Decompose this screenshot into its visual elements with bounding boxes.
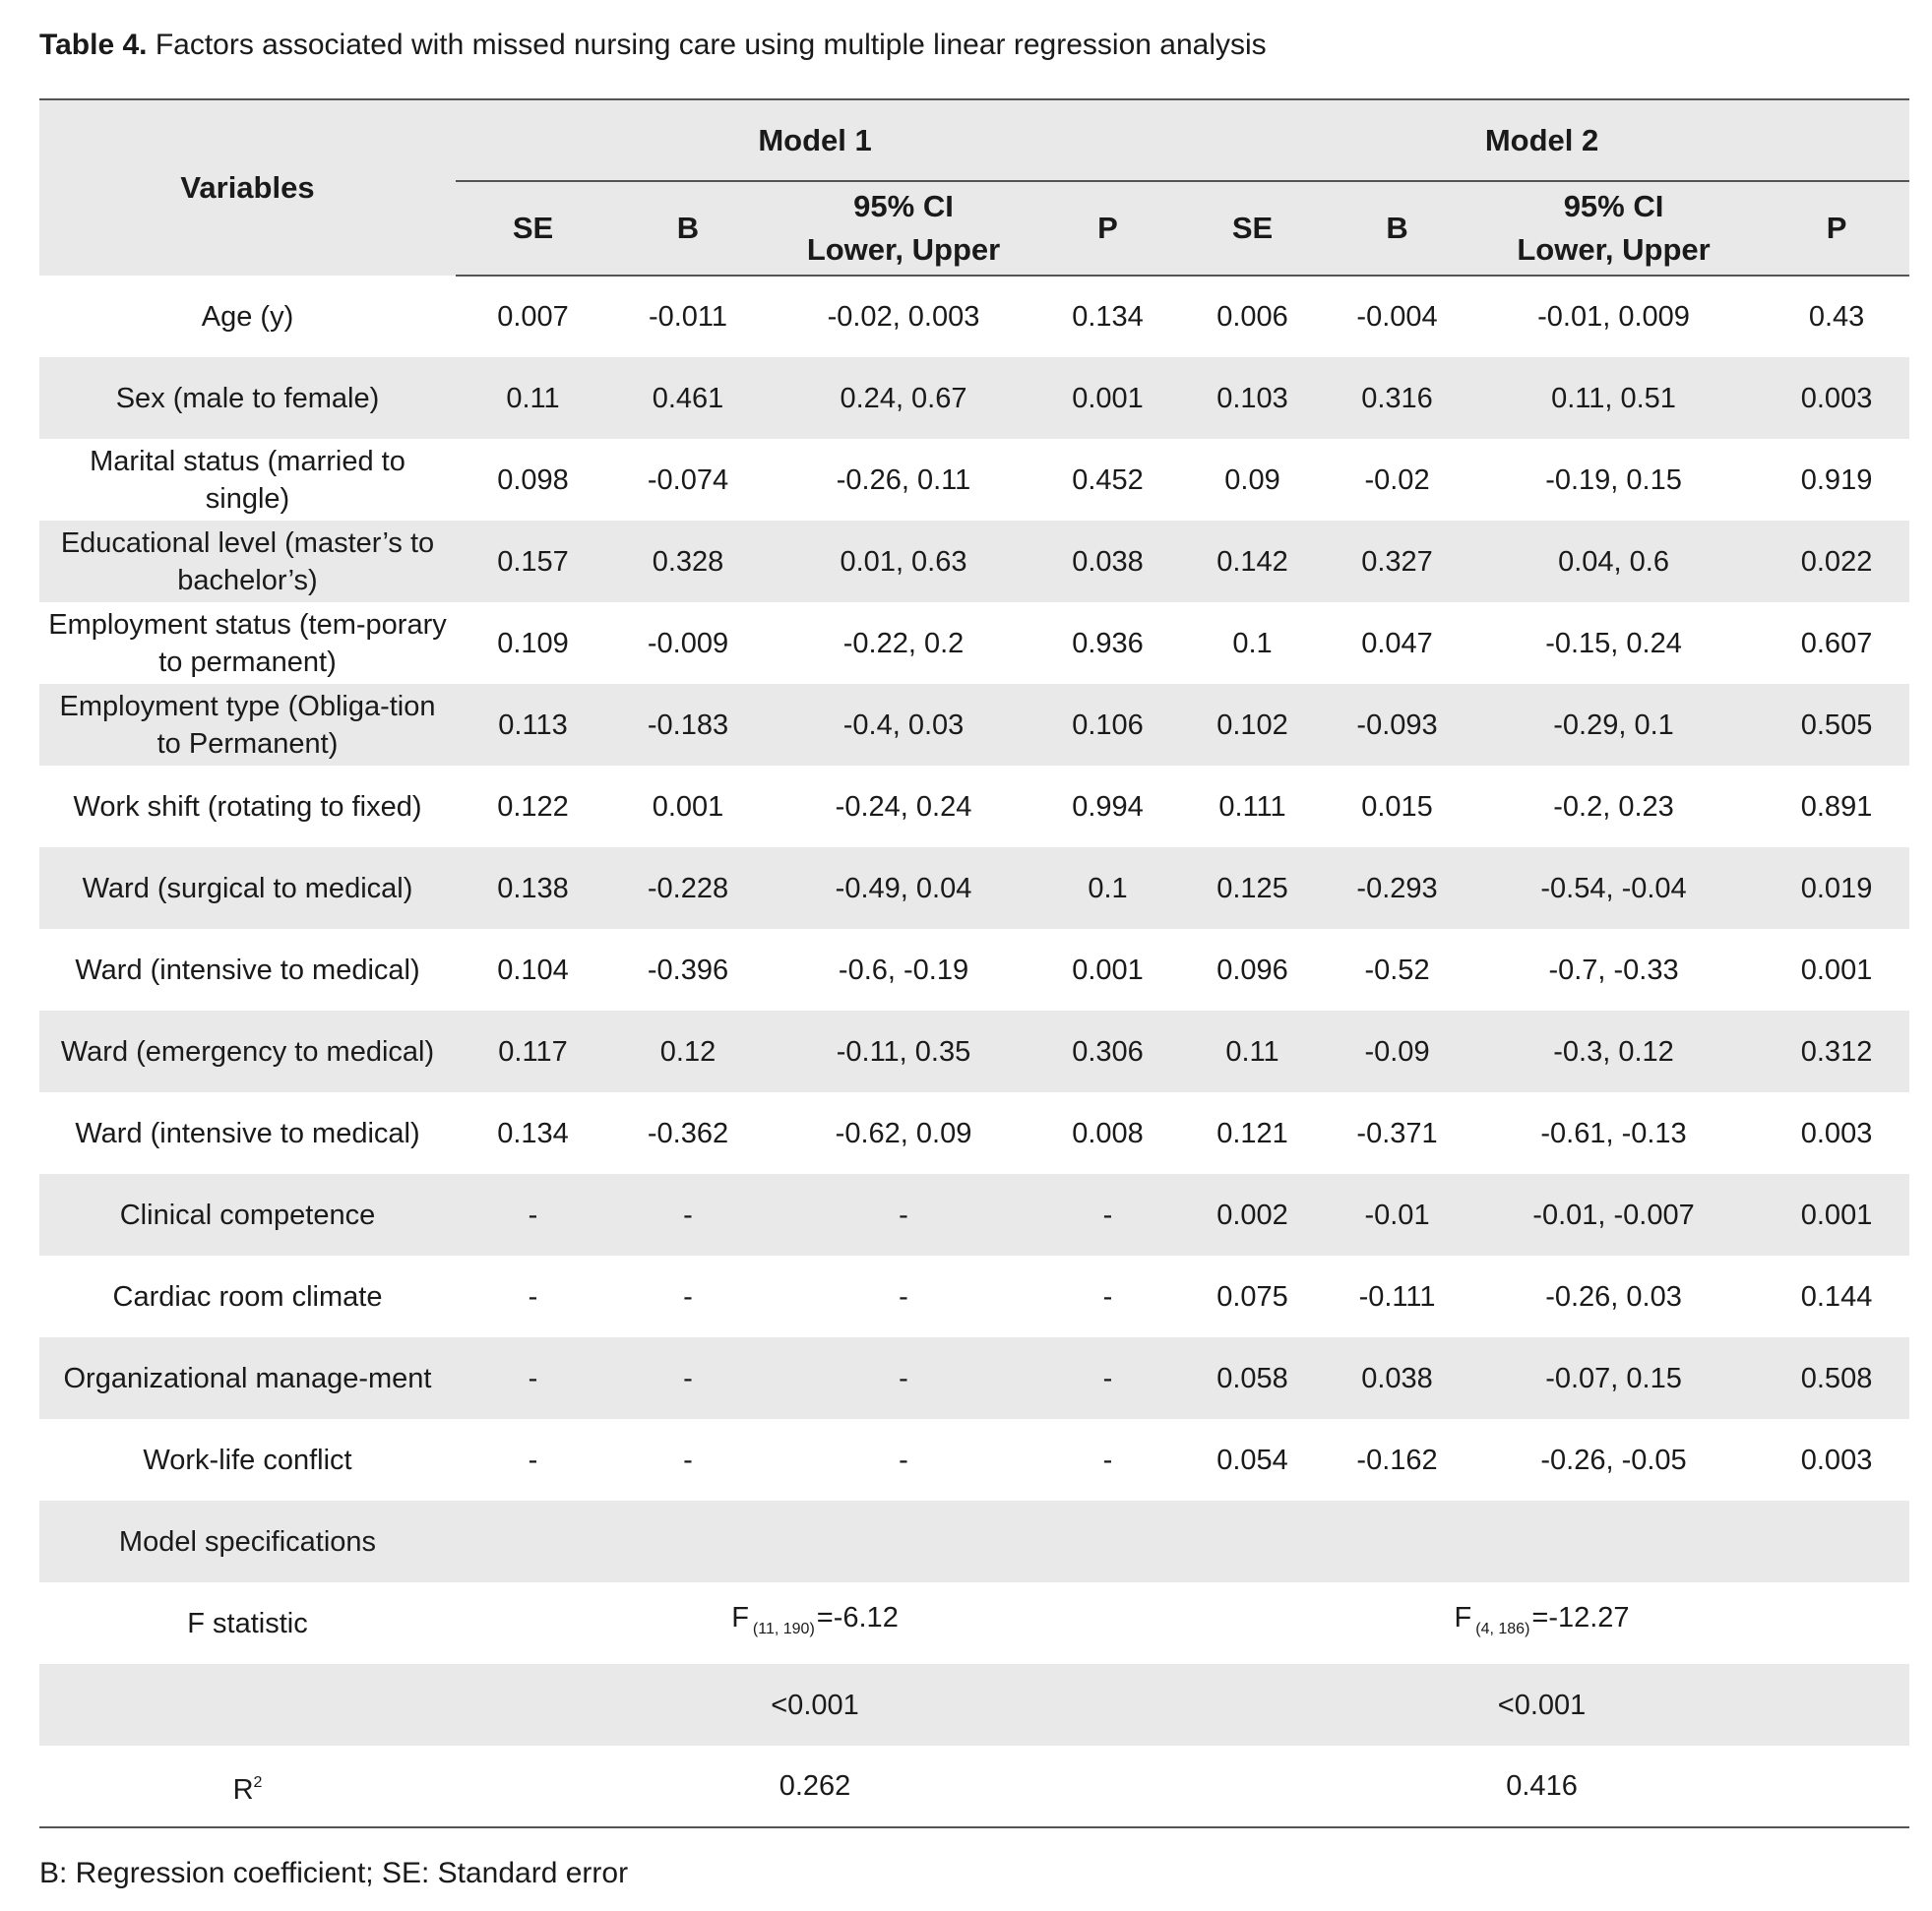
table-row	[39, 602, 1909, 684]
variable-cell: Organizational manage-ment	[39, 1337, 456, 1419]
m1-ci-cell: -	[899, 1280, 908, 1313]
m2-b-cell: -0.02	[1364, 463, 1430, 496]
m1-ci-cell: -0.26, 0.11	[836, 463, 971, 496]
regression-table	[39, 98, 1909, 1828]
model-1-r-squared: 0.262	[456, 1746, 1174, 1827]
header-m2-p: P	[1764, 181, 1909, 276]
table-row	[39, 1174, 1909, 1256]
m2-se-cell: 0.058	[1174, 1337, 1331, 1419]
model-2-f-prefix: F	[1454, 1601, 1472, 1634]
m1-ci-cell: -	[766, 1337, 1041, 1419]
p-value-label	[39, 1664, 456, 1746]
m1-b-cell: -0.362	[647, 1117, 729, 1149]
table-row	[39, 1419, 1909, 1501]
m2-se-cell: 0.1	[1232, 627, 1273, 659]
table-row	[39, 929, 1909, 1011]
m2-se-cell: 0.125	[1174, 847, 1331, 929]
table-caption	[39, 22, 1267, 69]
table-row	[39, 1337, 1909, 1419]
m2-ci-cell: -0.3, 0.12	[1464, 1011, 1764, 1092]
m2-p-cell: 0.505	[1764, 684, 1909, 766]
m2-ci-cell: 0.04, 0.6	[1464, 521, 1764, 602]
model-specifications-label: Model specifications	[39, 1501, 456, 1582]
m1-p-cell: -	[1102, 1444, 1113, 1476]
m2-ci-cell: -0.07, 0.15	[1464, 1337, 1764, 1419]
m1-ci-cell: 0.24, 0.67	[766, 357, 1041, 439]
m2-ci-cell: -0.7, -0.33	[1548, 954, 1679, 986]
table-caption-label: Table 4.	[39, 29, 148, 61]
variable-cell: Cardiac room climate	[112, 1280, 383, 1313]
m2-b-cell: -0.162	[1356, 1444, 1438, 1476]
m2-ci-cell: -0.61, -0.13	[1540, 1117, 1687, 1149]
variable-cell: Work shift (rotating to fixed)	[73, 790, 422, 823]
m1-p-cell: -	[1102, 1280, 1113, 1313]
variable-cell: Work-life conflict	[143, 1444, 352, 1476]
m1-b-cell: 0.328	[610, 521, 766, 602]
m2-p-cell: 0.001	[1800, 954, 1873, 986]
r-squared-row	[39, 1746, 1909, 1827]
m2-b-cell: 0.327	[1331, 521, 1464, 602]
m1-se-cell: -	[528, 1280, 538, 1313]
m1-b-cell: -0.183	[610, 684, 766, 766]
model-2-r-squared: 0.416	[1174, 1746, 1909, 1827]
m2-ci-cell: -0.19, 0.15	[1545, 463, 1682, 496]
m1-p-cell: 0.134	[1072, 301, 1144, 333]
m2-p-cell: 0.43	[1808, 301, 1865, 333]
variable-cell: Ward (intensive to medical)	[75, 954, 420, 986]
table-row	[39, 439, 1909, 521]
m1-b-cell: -0.009	[647, 627, 729, 659]
header-m1-b: B	[610, 181, 766, 276]
m2-b-cell: -0.111	[1358, 1280, 1436, 1313]
m1-ci-cell: -0.11, 0.35	[766, 1011, 1041, 1092]
m1-se-cell: 0.138	[456, 847, 610, 929]
header-m2-ci-line1: 95% CI	[1563, 189, 1664, 223]
m2-se-cell: 0.075	[1216, 1280, 1288, 1313]
table-row	[39, 1011, 1909, 1092]
m1-p-cell: 0.106	[1041, 684, 1174, 766]
m2-p-cell: 0.019	[1764, 847, 1909, 929]
m1-p-cell: 0.008	[1072, 1117, 1144, 1149]
m1-se-cell: 0.007	[497, 301, 569, 333]
variable-cell: Age (y)	[201, 300, 294, 333]
model-2-f-value: =-12.27	[1531, 1601, 1630, 1634]
m2-se-cell: 0.103	[1174, 357, 1331, 439]
m1-ci-cell: -0.62, 0.09	[835, 1117, 972, 1149]
header-m2-ci	[1464, 181, 1764, 276]
m2-se-cell: 0.054	[1216, 1444, 1288, 1476]
m1-b-cell: -0.074	[647, 463, 729, 496]
m2-b-cell: -0.293	[1331, 847, 1464, 929]
m2-se-cell: 0.006	[1216, 301, 1288, 333]
m1-se-cell: 0.109	[497, 627, 569, 659]
table-row	[39, 276, 1909, 357]
table-footnote: B: Regression coefficient; SE: Standard error	[39, 1857, 629, 1889]
m1-b-cell: 0.12	[610, 1011, 766, 1092]
m1-se-cell: 0.113	[456, 684, 610, 766]
m1-ci-cell: -0.4, 0.03	[766, 684, 1041, 766]
m2-ci-cell: -0.54, -0.04	[1464, 847, 1764, 929]
table-row	[39, 521, 1909, 602]
model-1-f-statistic	[456, 1582, 1174, 1664]
m2-ci-cell: -0.29, 0.1	[1464, 684, 1764, 766]
m2-ci-cell: -0.26, -0.05	[1540, 1444, 1687, 1476]
model-2-p-value: <0.001	[1174, 1664, 1909, 1746]
m2-se-cell: 0.102	[1174, 684, 1331, 766]
m1-p-cell: 0.001	[1072, 954, 1144, 986]
m2-p-cell: 0.144	[1800, 1280, 1873, 1313]
m1-p-cell: 0.452	[1072, 463, 1144, 496]
r-squared-exponent: 2	[253, 1773, 263, 1791]
m1-se-cell: 0.157	[456, 521, 610, 602]
header-m1-ci-line1: 95% CI	[853, 189, 954, 223]
m1-ci-cell: 0.01, 0.63	[766, 521, 1041, 602]
m2-ci-cell: 0.11, 0.51	[1464, 357, 1764, 439]
m2-se-cell: 0.121	[1216, 1117, 1288, 1149]
m1-ci-cell: -0.02, 0.003	[827, 301, 980, 333]
m2-p-cell: 0.003	[1800, 1444, 1873, 1476]
r-squared-label	[39, 1746, 456, 1827]
m1-se-cell: -	[456, 1337, 610, 1419]
m2-b-cell: -0.52	[1364, 954, 1430, 986]
model-1-f-df: (11, 190)	[752, 1620, 815, 1637]
table-caption-text: Factors associated with missed nursing care using multiple linear regression analysis	[155, 29, 1267, 61]
m1-se-cell: 0.11	[456, 357, 610, 439]
r-squared-base: R	[232, 1773, 254, 1806]
m2-p-cell: 0.508	[1764, 1337, 1909, 1419]
table-row	[39, 684, 1909, 766]
m2-b-cell: 0.038	[1331, 1337, 1464, 1419]
m1-ci-cell: -0.24, 0.24	[835, 790, 972, 823]
model-1-spec-blank	[456, 1501, 1174, 1582]
m1-se-cell: -	[528, 1444, 538, 1476]
variable-cell: Ward (emergency to medical)	[39, 1011, 456, 1092]
header-model-1: Model 1	[456, 99, 1174, 181]
m2-b-cell: 0.015	[1361, 790, 1433, 823]
m1-p-cell: 0.936	[1072, 627, 1144, 659]
m1-b-cell: -	[610, 1174, 766, 1256]
model-2-f-statistic	[1174, 1582, 1909, 1664]
header-m2-ci-line2: Lower, Upper	[1517, 232, 1711, 267]
variable-cell: Ward (surgical to medical)	[39, 847, 456, 929]
m2-ci-cell: -0.26, 0.03	[1545, 1280, 1682, 1313]
m1-b-cell: 0.001	[652, 790, 724, 823]
m2-se-cell: 0.111	[1218, 790, 1286, 823]
m1-ci-cell: -	[899, 1444, 908, 1476]
m2-se-cell: 0.09	[1224, 463, 1280, 496]
variable-cell: Clinical competence	[39, 1174, 456, 1256]
variable-cell: Marital status (married to single)	[90, 445, 405, 515]
model-1-f-prefix: F	[731, 1601, 749, 1634]
model-2-f-df: (4, 186)	[1475, 1620, 1530, 1637]
table-row	[39, 1256, 1909, 1337]
m2-b-cell: -0.093	[1331, 684, 1464, 766]
m2-p-cell: 0.891	[1800, 790, 1873, 823]
m1-b-cell: 0.461	[610, 357, 766, 439]
m2-ci-cell: -0.2, 0.23	[1553, 790, 1674, 823]
variable-cell: Ward (intensive to medical)	[75, 1117, 420, 1149]
m1-se-cell: -	[456, 1174, 610, 1256]
m1-se-cell: 0.098	[497, 463, 569, 496]
m2-p-cell: 0.919	[1800, 463, 1873, 496]
m2-se-cell: 0.096	[1216, 954, 1288, 986]
variable-cell: Employment type (Obliga-tion to Permanent)	[39, 684, 456, 766]
variable-cell: Employment status (tem-porary to permanent)	[48, 608, 447, 678]
p-value-row	[39, 1664, 1909, 1746]
m2-p-cell: 0.001	[1764, 1174, 1909, 1256]
m2-b-cell: 0.316	[1331, 357, 1464, 439]
m1-ci-cell: -0.49, 0.04	[766, 847, 1041, 929]
table-row	[39, 847, 1909, 929]
m1-ci-cell: -0.6, -0.19	[838, 954, 969, 986]
m2-b-cell: -0.01	[1331, 1174, 1464, 1256]
variable-cell: Sex (male to female)	[39, 357, 456, 439]
model-1-f-value: =-6.12	[816, 1601, 899, 1634]
m1-ci-cell: -	[766, 1174, 1041, 1256]
m2-se-cell: 0.142	[1174, 521, 1331, 602]
m1-se-cell: 0.134	[497, 1117, 569, 1149]
m1-b-cell: -0.228	[610, 847, 766, 929]
header-variables: Variables	[39, 99, 456, 276]
m1-p-cell: 0.1	[1041, 847, 1174, 929]
table-row	[39, 357, 1909, 439]
m1-se-cell: 0.117	[456, 1011, 610, 1092]
m2-p-cell: 0.312	[1764, 1011, 1909, 1092]
header-m1-ci	[766, 181, 1041, 276]
model-1-p-value: <0.001	[456, 1664, 1174, 1746]
m1-b-cell: -	[683, 1280, 693, 1313]
m1-b-cell: -0.396	[647, 954, 729, 986]
m2-se-cell: 0.11	[1174, 1011, 1331, 1092]
m2-p-cell: 0.607	[1800, 627, 1873, 659]
m1-p-cell: 0.001	[1041, 357, 1174, 439]
m2-se-cell: 0.002	[1174, 1174, 1331, 1256]
table-row	[39, 1092, 1909, 1174]
variable-cell: Educational level (master’s to bachelor’s)	[39, 521, 456, 602]
header-m1-p: P	[1041, 181, 1174, 276]
m1-b-cell: -0.011	[648, 301, 728, 333]
f-statistic-label: F statistic	[187, 1607, 308, 1639]
m2-p-cell: 0.022	[1764, 521, 1909, 602]
m2-b-cell: -0.371	[1356, 1117, 1438, 1149]
m2-b-cell: -0.09	[1331, 1011, 1464, 1092]
m1-p-cell: 0.994	[1072, 790, 1144, 823]
m2-ci-cell: -0.15, 0.24	[1545, 627, 1682, 659]
m1-se-cell: 0.104	[497, 954, 569, 986]
m1-p-cell: -	[1041, 1337, 1174, 1419]
m2-p-cell: 0.003	[1800, 1117, 1873, 1149]
m1-p-cell: 0.038	[1041, 521, 1174, 602]
m2-b-cell: 0.047	[1361, 627, 1433, 659]
m1-p-cell: 0.306	[1041, 1011, 1174, 1092]
f-statistic-row	[39, 1582, 1909, 1664]
m2-ci-cell: -0.01, 0.009	[1537, 301, 1690, 333]
m1-se-cell: 0.122	[497, 790, 569, 823]
m1-ci-cell: -0.22, 0.2	[842, 627, 965, 659]
table-row	[39, 766, 1909, 847]
header-m2-b: B	[1331, 181, 1464, 276]
m1-p-cell: -	[1041, 1174, 1174, 1256]
m1-b-cell: -	[610, 1337, 766, 1419]
model-2-spec-blank	[1174, 1501, 1909, 1582]
m2-p-cell: 0.003	[1764, 357, 1909, 439]
header-m1-ci-line2: Lower, Upper	[806, 232, 1001, 267]
m2-ci-cell: -0.01, -0.007	[1464, 1174, 1764, 1256]
m2-b-cell: -0.004	[1356, 301, 1438, 333]
m1-b-cell: -	[683, 1444, 693, 1476]
header-m2-se: SE	[1174, 181, 1331, 276]
header-model-2: Model 2	[1174, 99, 1909, 181]
header-m1-se: SE	[456, 181, 610, 276]
model-specifications-row	[39, 1501, 1909, 1582]
